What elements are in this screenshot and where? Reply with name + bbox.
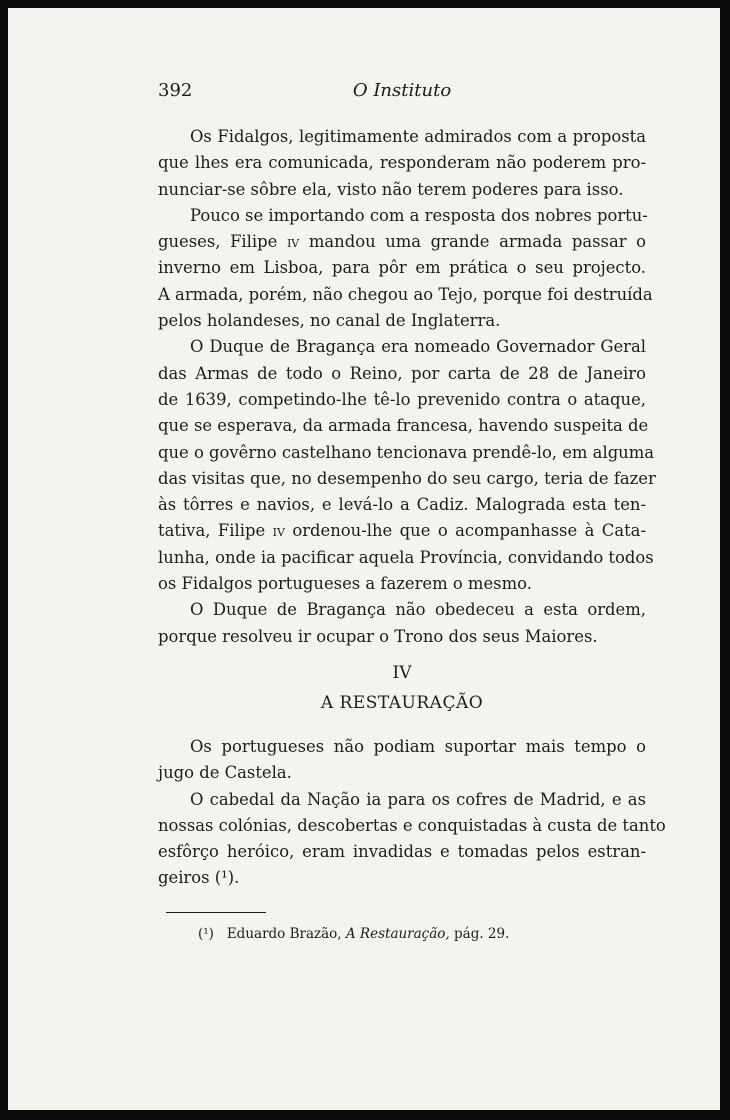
text-line: geiros (¹). [158,868,240,888]
regnal-numeral: iv [286,232,300,252]
text-line: nossas colónias, descobertas e conquistadas à custa de tanto [158,815,666,835]
running-title: O Instituto [352,80,452,101]
text-line: das Armas de todo o Reino, por carta de 28 de Janeiro [158,363,646,383]
paragraph [158,787,666,892]
footnote-author: Eduardo Brazão, [226,926,342,942]
text-line: esfôrço heróico, eram invadidas e tomadas pelos estran- [158,842,646,862]
text-line: nunciar-se sôbre ela, visto não terem poderes para isso. [158,179,624,199]
text-line: das visitas que, no desempenho do seu cargo, teria de fazer [158,468,656,488]
text-line: Pouco se importando com a resposta dos nobres portu- [190,205,648,225]
regnal-numeral: iv [272,521,285,541]
footnote [198,926,618,942]
text-line: que o govêrno castelhano tencionava prendê-lo, em alguma [158,442,655,462]
text-line: O Duque de Bragança não obedeceu a esta ordem, [190,600,646,620]
text-line: Os Fidalgos, legitimamente admirados com a proposta [190,127,646,146]
text-line: os Fidalgos portugueses a fazerem o mesmo. [158,574,532,594]
text-line: que lhes era comunicada, responderam não poderem pro- [158,153,646,173]
text-line: inverno em Lisboa, para pôr em prática o seu projecto. [158,258,646,278]
text-line: A armada, porém, não chegou ao Tejo, porque foi destruída [158,284,653,304]
text-line: O cabedal da Nação ia para os cofres de Madrid, e as [190,789,646,809]
footnote-marker: (¹) [198,926,214,942]
section-number: IV [392,662,412,683]
text-line: pelos holandeses, no canal de Inglaterra. [158,311,501,331]
text-line: gueses, Filipe iv mandou uma grande armada passar o [158,232,647,252]
section-title: A RESTAURAÇÃO [320,692,484,713]
page-number: 392 [158,80,193,101]
book-page [8,8,720,1110]
footnote-divider [166,912,266,913]
paragraph [158,203,653,334]
paragraph [158,334,656,597]
paragraph [158,597,646,650]
text-line: de 1639, competindo-lhe tê-lo prevenido contra o ataque, [158,389,646,409]
paragraph [158,734,646,787]
text-line: Os portugueses não podiam suportar mais tempo o [190,736,646,756]
text-line: O Duque de Bragança era nomeado Governador Geral [190,337,646,357]
text-line: tativa, Filipe iv ordenou-lhe que o acompanhasse à Cata- [158,521,646,541]
text-line: porque resolveu ir ocupar o Trono dos seus Maiores. [158,626,598,646]
text-line: que se esperava, da armada francesa, havendo suspeita de [158,416,649,436]
body-text [158,124,666,892]
text-line: jugo de Castela. [158,763,292,783]
footnote-work: A Restauração, [345,926,450,942]
page-header [158,80,646,104]
text-line: às tôrres e navios, e levá-lo a Cadiz. Malograda esta ten- [158,495,646,515]
footnote-page: pág. 29. [454,926,510,942]
paragraph [158,124,646,203]
text-line: lunha, onde ia pacificar aquela Província, convidando todos [158,547,654,567]
